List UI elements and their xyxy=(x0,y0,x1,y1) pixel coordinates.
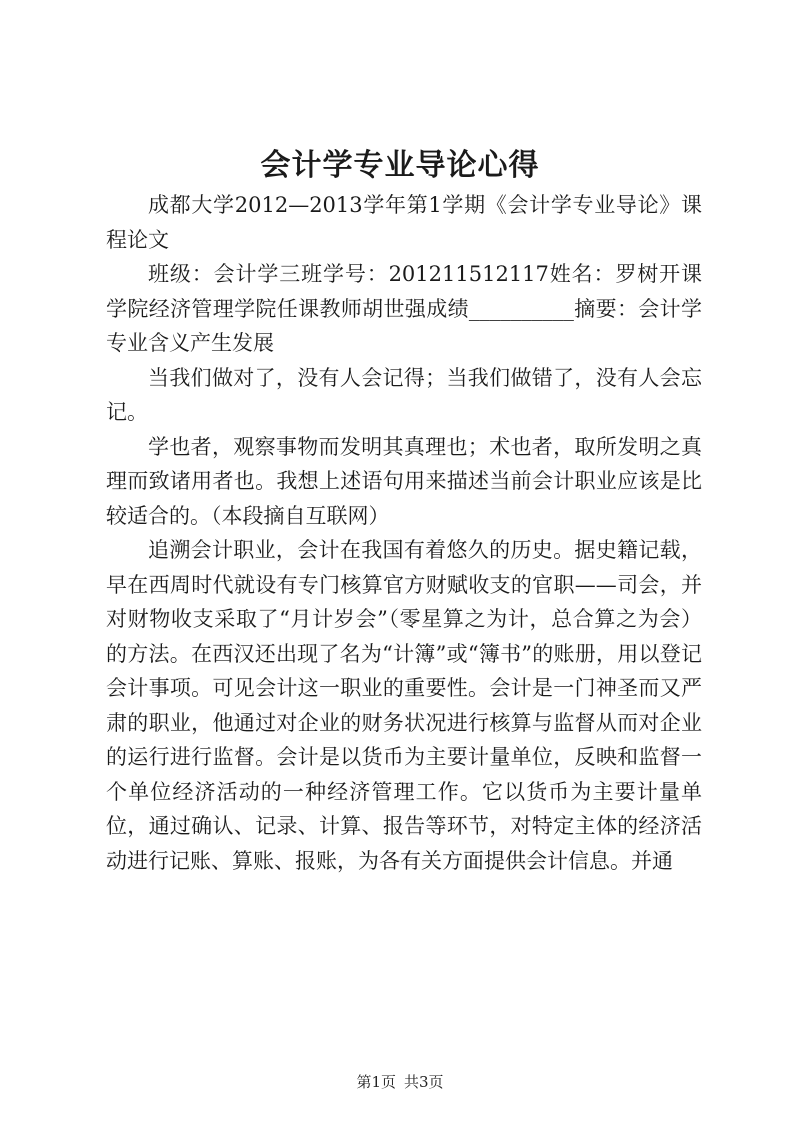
page-footer xyxy=(0,1071,800,1092)
document-title: 会计学专业导论心得 xyxy=(260,148,540,183)
paragraph-student-info: 班级：会计学三班学号：201211512117姓名：罗树开课学院经济管理学院任课教师胡世强成绩__________摘要：会计学专业含义产生发展 xyxy=(106,262,702,355)
page-number: 第1页 xyxy=(356,1073,396,1091)
paragraph-course: 成都大学2012—2013学年第1学期《会计学专业导论》课程论文 xyxy=(106,193,702,252)
page-total: 共3页 xyxy=(404,1073,444,1091)
paragraph-definition: 学也者，观察事物而发明其真理也；术也者，取所发明之真理而致诸用者也。我想上述语句用来描述当前会计职业应该是比较适合的。（本段摘自互联网） xyxy=(106,434,702,528)
paragraph-history: 追溯会计职业，会计在我国有着悠久的历史。据史籍记载，早在西周时代就设有专门核算官方财赋收支的官职——司会，并对财物收支采取了“月计岁会”（零星算之为计，总合算之为会）的方法。在西汉还出现了名为“计簿”或“簿书”的账册，用以登记会计事项。可见会计这一职业的重要性。会计是一门神圣而又严肃的职业，他通过对企业的财务状况进行核算与监督从而对企业的运行进行监督。会计是以货币为主要计量单位，反映和监督一个单位经济活动的一种经济管理工作。它以货币为主要计量单位，通过确认、记录、计算、报告等环节，对特定主体的经济活动进行记账、算账、报账，为各有关方面提供会计信息。并通 xyxy=(106,538,702,873)
paragraph-quote: 当我们做对了，没有人会记得；当我们做错了，没有人会忘记。 xyxy=(106,365,702,424)
document-body xyxy=(106,188,702,878)
